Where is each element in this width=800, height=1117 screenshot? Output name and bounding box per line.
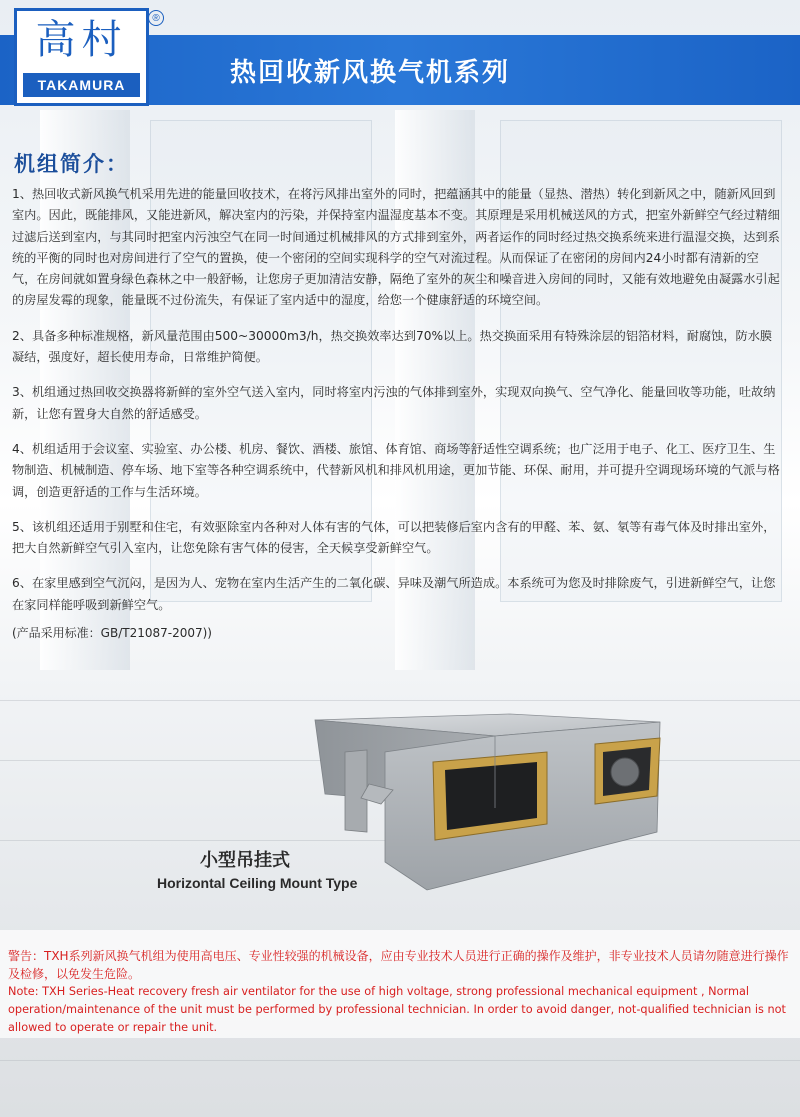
left-duct-opening xyxy=(445,762,537,830)
brand-name-en: TAKAMURA xyxy=(23,73,140,97)
brand-name-cn: 高村 xyxy=(35,17,128,63)
intro-paragraph-2: 2、具备多种标准规格，新风量范围由500~30000m3/h，热交换效率达到70%以上。热交换面采用有特殊涂层的铝箔材料，耐腐蚀，防水膜凝结，强度好，超长使用寿命，日常维护简便。 xyxy=(12,328,773,365)
warning-text-cn: 警告：TXH系列新风换气机组为使用高电压、专业性较强的机械设备，应由专业技术人员进行正确的操作及维护，非专业技术人员请勿随意进行操作及检修，以免发生危险。 xyxy=(8,949,789,981)
intro-paragraph-6: 6、在家里感到空气沉闷，是因为人、宠物在室内生活产生的二氧化碳、异味及潮气所造成。本系统可为您及时排除废气，引进新鲜空气，让您在家同样能呼吸到新鲜空气。 xyxy=(12,576,776,612)
intro-body xyxy=(12,184,782,642)
intro-paragraph-5: 5、该机组还适用于别墅和住宅，有效驱除室内各种对人体有害的气体，可以把装修后室内含有的甲醛、苯、氨、氡等有毒气体及时排出室外，把大自然新鲜空气引入室内，让您免除有害气体的侵害，全天候享受新鲜空气。 xyxy=(12,519,776,556)
mounting-bracket xyxy=(345,750,367,832)
fan-wheel xyxy=(611,758,639,786)
brand-logo xyxy=(14,8,149,106)
intro-paragraph-4: 4、机组适用于会议室、实验室、办公楼、机房、餐饮、酒楼、旅馆、体育馆、商场等舒适性空调系统；也广泛用于电子、化工、医疗卫生、生物制造、机械制造、停车场、地下室等各种空调系统中，代替新风机和排风机用途，更加节能、环保、耐用，并可提升空调现场环境的气派与格调，创造更舒适的工作与生活环境。 xyxy=(12,441,780,499)
intro-paragraph-3: 3、机组通过热回收交换器将新鲜的室外空气送入室内，同时将室内污浊的气体排到室外，实现双向换气、空气净化、能量回收等功能，吐故纳新，让您有置身大自然的舒适感受。 xyxy=(12,385,776,421)
floor-line xyxy=(0,700,800,701)
intro-paragraph-1: 1、热回收式新风换气机采用先进的能量回收技术，在将污风排出室外的同时，把蕴涵其中的能量（显热、潜热）转化到新风之中，随新风回到室内。因此，既能排风，又能进新风，解决室内的污染，并保持室内温湿度基本不变。其原理是采用机械送风的方式，把室外新鲜空气经过精细过滤后送到室内，与其同时把室内污浊空气在同一时间通过机械排风的方式排到室外，两者运作的同时经过热交换系统来进行温湿交换，达到系统的平衡的同时也对房间进行了空气的置换，使一个密闭的空间实现科学的空气对流过程。从而保证了在密闭的房间内24小时都有清新的空气，在房间就如置身绿色森林之中一般舒畅，让您房子更加清洁安静，隔绝了室外的灰尘和噪音进入房间的同时，又能有效地避免由凝露水引起的房屋发霉的现象，能量既不过份流失，有保证了室内适中的湿度，给您一个健康舒适的环境空间。 xyxy=(12,187,780,308)
floor-line xyxy=(0,1060,800,1061)
warning-text xyxy=(8,947,792,1037)
warning-text-en: Note: TXH Series-Heat recovery fresh air ventilator for the use of high voltage, strong professional mechanical equipment , Normal operation/maintenance of the unit must be performed by professional technician. In order to avoid danger, not-qualified technician is not allowed to operate or repair the unit. xyxy=(8,985,786,1034)
page-title: 热回收新风换气机系列 xyxy=(230,58,511,88)
product-caption-cn: 小型吊挂式 xyxy=(200,850,290,871)
product-caption-en: Horizontal Ceiling Mount Type xyxy=(157,875,358,891)
section-heading: 机组简介： xyxy=(14,152,129,176)
registered-mark-icon: ® xyxy=(148,10,164,26)
standard-note: (产品采用标准：GB/T21087-2007)) xyxy=(12,626,212,641)
ventilator-unit-image xyxy=(295,712,675,902)
